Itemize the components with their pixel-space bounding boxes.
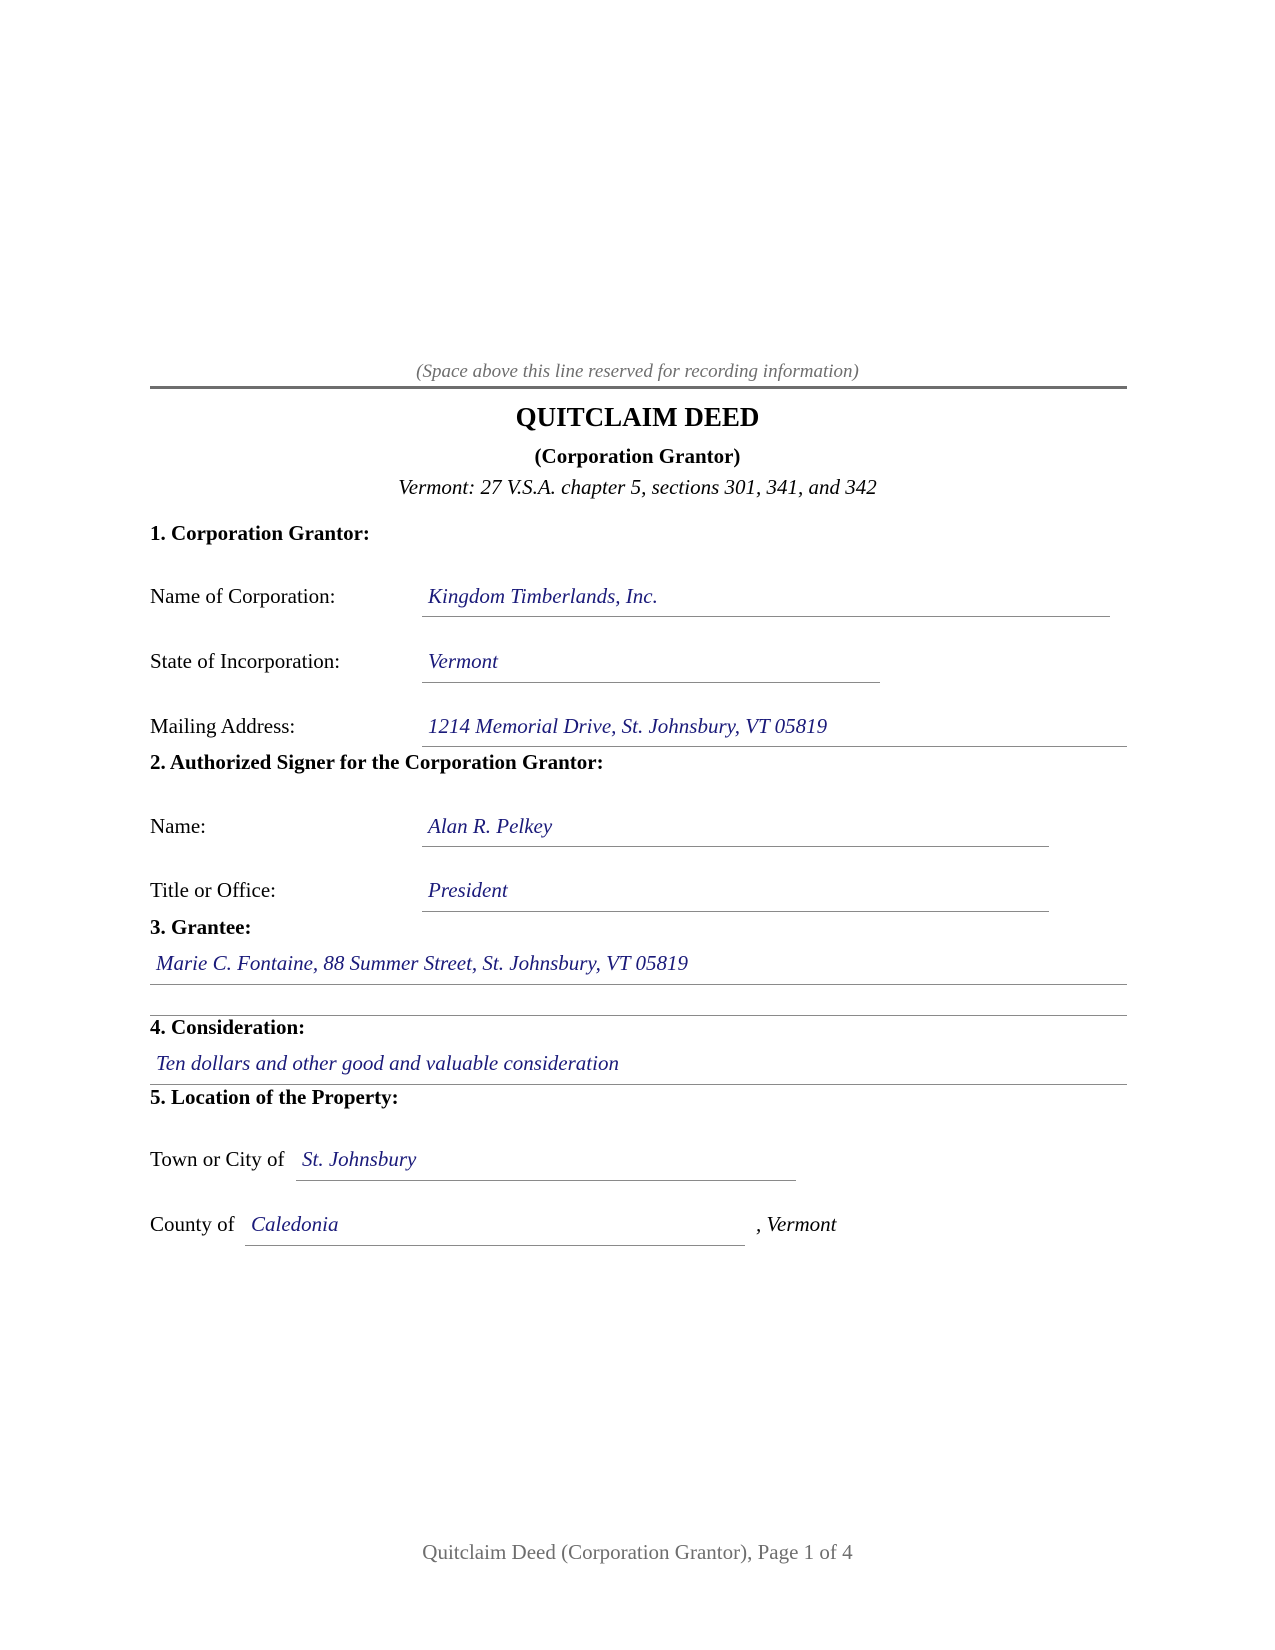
town-value: St. Johnsbury [302,1147,417,1171]
state-of-incorporation-line [422,682,880,683]
section-2-heading: 2. Authorized Signer for the Corporation Grantor: [150,750,604,774]
recording-space-note: (Space above this line reserved for recording information) [416,361,859,382]
corporation-name-value: Kingdom Timberlands, Inc. [428,584,658,608]
corporation-name-label: Name of Corporation: [150,584,336,608]
town-label: Town or City of [150,1147,285,1171]
signer-name-value: Alan R. Pelkey [428,814,553,838]
signer-title-line [422,911,1049,912]
mailing-address-label: Mailing Address: [150,714,296,738]
section-3-heading: 3. Grantee: [150,915,252,939]
consideration-value: Ten dollars and other good and valuable consideration [156,1051,619,1075]
document-subtitle: (Corporation Grantor) [534,444,741,468]
grantee-value: Marie C. Fontaine, 88 Summer Street, St. Johnsbury, VT 05819 [156,951,688,975]
state-of-incorporation-value: Vermont [428,649,498,673]
mailing-address-line [422,746,1127,747]
signer-title-value: President [428,878,508,902]
state-of-incorporation-label: State of Incorporation: [150,649,341,673]
signer-name-line [422,846,1049,847]
mailing-address-value: 1214 Memorial Drive, St. Johnsbury, VT 05819 [428,714,828,738]
county-state-suffix: , Vermont [756,1212,837,1236]
section-5-heading: 5. Location of the Property: [150,1085,399,1109]
corporation-name-line [422,616,1110,617]
section-4-heading: 4. Consideration: [150,1015,306,1039]
section-1-heading: 1. Corporation Grantor: [150,521,370,545]
document-title: QUITCLAIM DEED [515,402,760,432]
signer-title-label: Title or Office: [150,878,276,902]
county-line [245,1245,745,1246]
town-line [296,1180,796,1181]
signer-name-label: Name: [150,814,206,838]
county-label: County of [150,1212,235,1236]
statute-reference: Vermont: 27 V.S.A. chapter 5, sections 301, 341, and 342 [398,475,877,499]
county-value: Caledonia [251,1212,339,1236]
grantee-line [150,984,1127,985]
recording-divider [150,386,1127,389]
page-footer: Quitclaim Deed (Corporation Grantor), Page 1 of 4 [422,1540,853,1564]
